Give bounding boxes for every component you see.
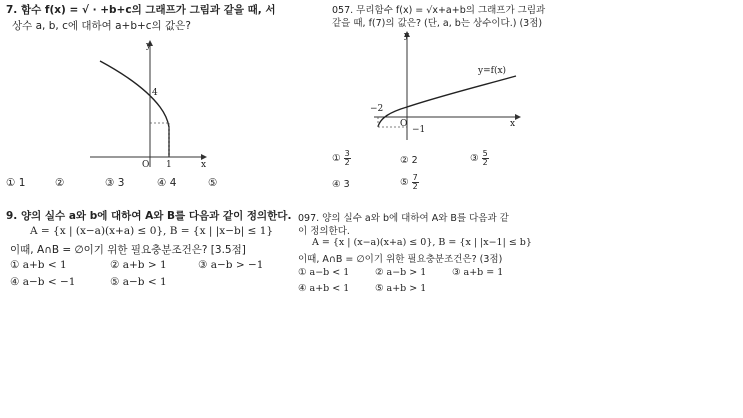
q097-choice-4: ④ a+b < 1	[298, 283, 350, 294]
q097-stem-line1: 097. 양의 실수 a와 b에 대하여 A와 B를 다음과 같	[298, 213, 509, 224]
q7-origin: O	[142, 160, 150, 170]
q057-choice-3: ③ $\frac{5}{2}$	[470, 149, 488, 167]
q097-choice-1: ① a−b < 1	[298, 267, 350, 278]
q097-choice-3: ③ a+b = 1	[452, 267, 504, 278]
q7-choice-2: ②	[55, 177, 65, 189]
q057-y-label: y	[404, 31, 410, 41]
q9-set-definitions: A = {x | (x−a)(x+a) ≤ 0}, B = {x | |x−b| ≤ 1}	[30, 225, 274, 237]
q057-choice-2: ② 2	[400, 155, 418, 166]
q7-tick-x: 1	[166, 160, 172, 170]
q057-origin: O	[400, 119, 408, 129]
q7-tick-y: 4	[152, 88, 158, 98]
q057-x-label: x	[510, 119, 516, 129]
q7-stem-line1: 7. 함수 f(x) = √ · +b+c의 그래프가 그림과 같을 때, 서	[6, 4, 276, 16]
q057-choice-1: ① $\frac{3}{2}$	[332, 149, 350, 167]
q057-tick-x: −2	[370, 104, 384, 114]
q057-curve	[378, 76, 516, 127]
q097-stem-line2: 이 정의한다.	[298, 226, 350, 237]
q097-choice-2: ② a−b > 1	[375, 267, 427, 278]
q7-y-label: y	[146, 41, 152, 51]
q057-tick-y: −1	[412, 125, 426, 135]
q057-stem-line2: 같을 때, f(7)의 값은? (단, a, b는 상수이다.) (3점)	[332, 18, 543, 29]
q9-stem-line3: 이때, A∩B = ∅이기 위한 필요충분조건은? [3.5점]	[10, 244, 246, 256]
q7-x-label: x	[201, 160, 207, 170]
q057-graph	[360, 28, 525, 146]
q9-stem-line1: 9. 양의 실수 a와 b에 대하여 A와 B를 다음과 같이 정의한다.	[6, 210, 292, 222]
q057-stem-line1: 057. 무리함수 f(x) = √x+a+b의 그래프가 그림과	[332, 5, 546, 16]
q9-choice-5: ⑤ a−b < 1	[110, 276, 167, 288]
q097-set-definitions: A = {x | (x−a)(x+a) ≤ 0}, B = {x | |x−1| ≤ b}	[312, 237, 532, 248]
q057-curve-label: y=f(x)	[478, 66, 507, 76]
q7-choice-4: ④ 4	[157, 177, 177, 189]
q9-choice-1: ① a+b < 1	[10, 259, 67, 271]
q097-stem-line3: 이때, A∩B = ∅이기 위한 필요충분조건은? (3점)	[298, 254, 503, 265]
q9-choice-3: ③ a−b > −1	[198, 259, 264, 271]
q097-choice-5: ⑤ a+b > 1	[375, 283, 427, 294]
q7-choice-3: ③ 3	[105, 177, 125, 189]
q7-graph	[86, 35, 211, 170]
q9-choice-4: ④ a−b < −1	[10, 276, 76, 288]
q7-stem-line2: 상수 a, b, c에 대하여 a+b+c의 값은?	[12, 20, 191, 32]
q9-choice-2: ② a+b > 1	[110, 259, 167, 271]
q7-choice-5: ⑤	[208, 177, 218, 189]
q057-choice-4: ④ 3	[332, 179, 350, 190]
q7-choice-1: ① 1	[6, 177, 26, 189]
q7-curve	[100, 61, 169, 157]
q057-choice-5: ⑤ $\frac{7}{2}$	[400, 173, 418, 191]
